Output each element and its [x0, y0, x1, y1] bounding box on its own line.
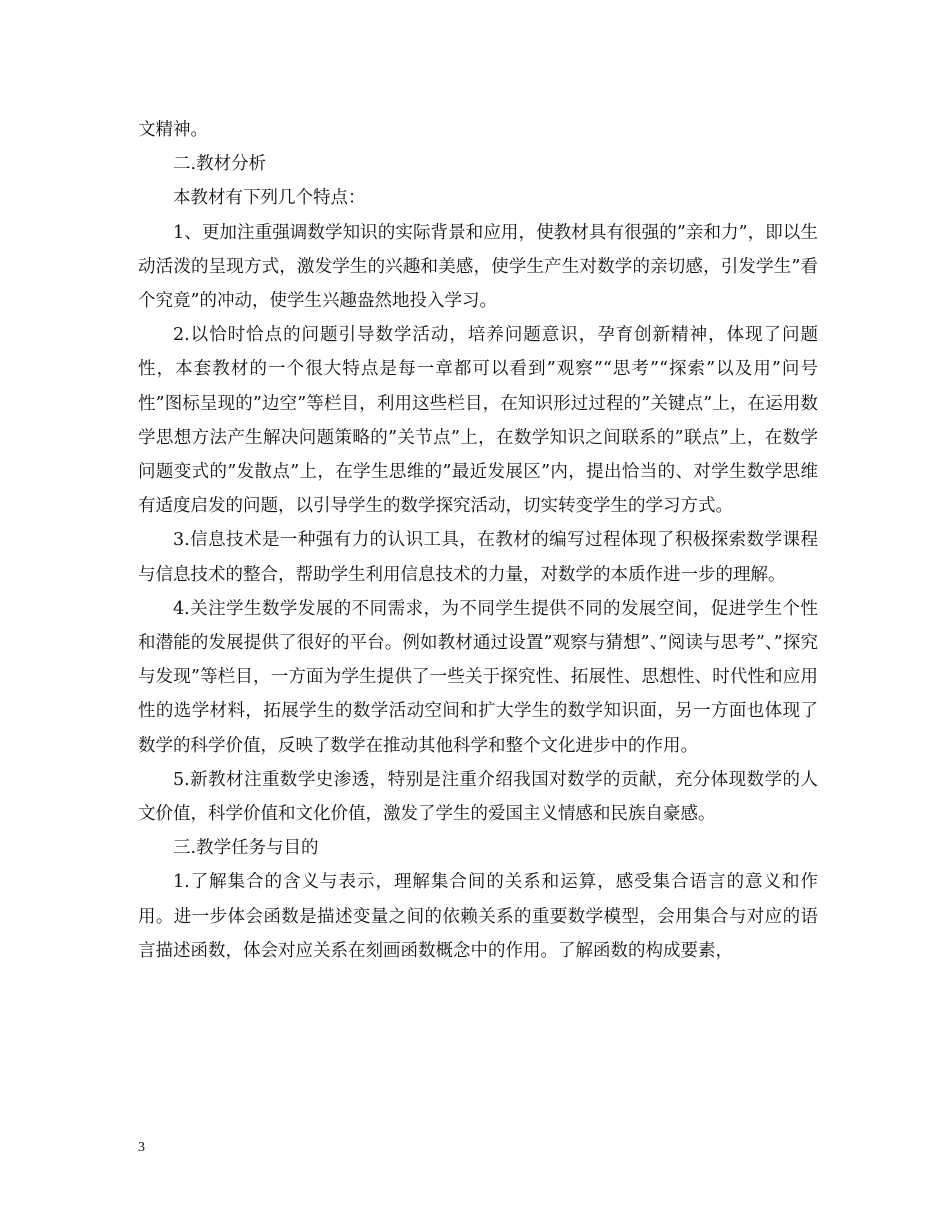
document-body	[138, 113, 818, 968]
page-number: 3	[138, 1140, 145, 1155]
paragraph-continuation: 文精神。	[138, 120, 208, 140]
paragraph-features-intro: 本教材有下列几个特点：	[173, 188, 366, 209]
paragraph-feature-3: 3.信息技术是一种强有力的认识工具，在教材的编写过程体现了积极探索数学课程与信息技术的整合，帮助学生利用信息技术的力量，对数学的本质作进一步的理解。	[138, 530, 818, 585]
section-heading-textbook-analysis: 二.教材分析	[173, 154, 267, 175]
paragraph-feature-5: 5.新教材注重数学史渗透，特别是注重介绍我国对数学的贡献，充分体现数学的人文价值，科学价值和文化价值，激发了学生的爱国主义情感和民族自豪感。	[138, 769, 818, 825]
paragraph-feature-1: 1、更加注重强调数学知识的实际背景和应用，使教材具有很强的”亲和力”，即以生动活泼的呈现方式，激发学生的兴趣和美感，使学生产生对数学的亲切感，引发学生”看个究竟”的冲动，使学生兴趣盎然地投入学习。	[138, 222, 818, 312]
section-heading-teaching-goals: 三.教学任务与目的	[173, 838, 319, 859]
paragraph-goal-1: 1.了解集合的含义与表示，理解集合间的关系和运算，感受集合语言的意义和作用。进一步体会函数是描述变量之间的依赖关系的重要数学模型，会用集合与对应的语言描述函数，体会对应关系在刻画函数概念中的作用。了解函数的构成要素，	[138, 872, 818, 961]
paragraph-feature-4: 4.关注学生数学发展的不同需求，为不同学生提供不同的发展空间，促进学生个性和潜能的发展提供了很好的平台。例如教材通过设置”观察与猜想”、”阅读与思考”、”探究与发现”等栏目，一方面为学生提供了一些关于探究性、拓展性、思想性、时代性和应用性的选学材料，拓展学生的数学活动空间和扩大学生的数学知识面，另一方面也体现了数学的科学价值，反映了数学在推动其他科学和整个文化进步中的作用。	[138, 598, 818, 756]
paragraph-feature-2: 2.以恰时恰点的问题引导数学活动，培养问题意识，孕育创新精神，体现了问题性，本套教材的一个很大特点是每一章都可以看到”观察”“思考”“探索”以及用”问号性”图标呈现的”边空”等栏目，利用这些栏目，在知识形过过程的”关键点”上，在运用数学思想方法产生解决问题策略的”关节点”上，在数学知识之间联系的”联点”上，在数学问题变式的”发散点”上，在学生思维的”最近发展区”内，提出恰当的、对学生数学思维有适度启发的问题，以引导学生的数学探究活动，切实转变学生的学习方式。	[138, 325, 818, 517]
